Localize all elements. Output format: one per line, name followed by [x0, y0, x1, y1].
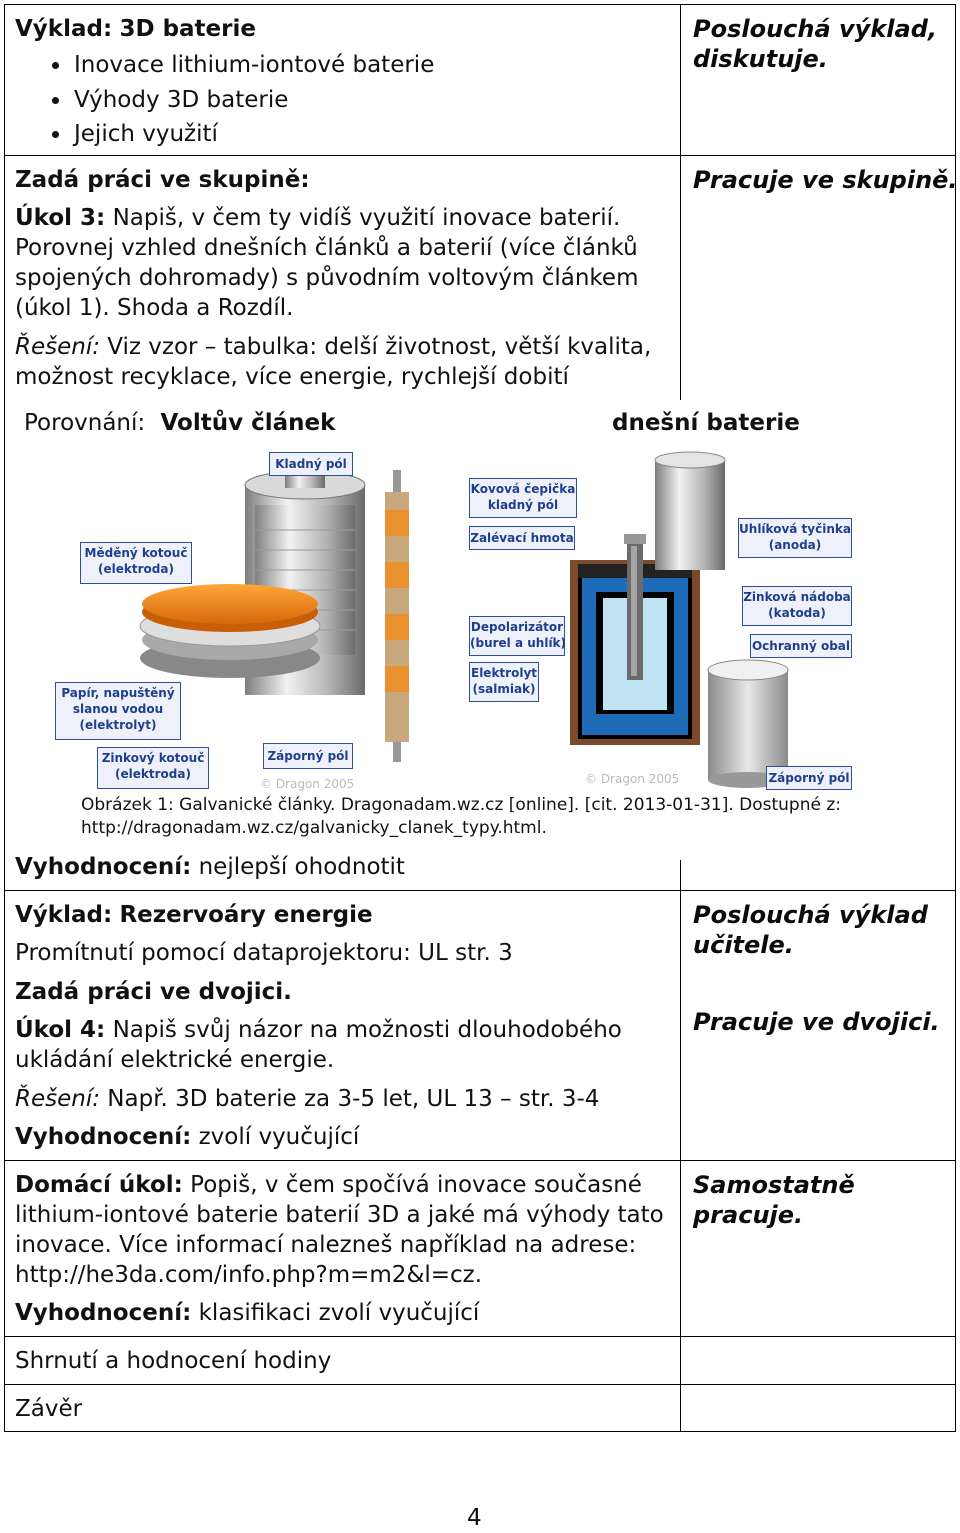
label-zinkovy-kotouc: Zinkový kotouč (elektroda): [97, 747, 209, 789]
evaluation-row4: [15, 1298, 479, 1328]
summary-row: Shrnutí a hodnocení hodiny: [15, 1348, 332, 1374]
row-divider-2: [4, 890, 956, 891]
solution3-line2: možnost recyklace, více energie, rychlejší dobití: [15, 364, 569, 390]
label-zalevaci-hmota: Zalévací hmota: [469, 526, 575, 550]
list-item: • Výhody 3D baterie: [72, 83, 434, 118]
label-kladny-pol: Kladný pól: [269, 452, 353, 476]
label-depolarizator: Depolarizátor (burel a uhlík): [469, 616, 565, 656]
list-item: • Inovace lithium-iontové baterie: [72, 48, 434, 83]
table-border-right: [955, 4, 956, 1432]
student-activity-3a: Poslouchá výklad: [693, 901, 928, 929]
eval-label: Vyhodnocení:: [15, 854, 192, 880]
solution-label: Řešení:: [15, 1086, 100, 1112]
battery-photo-top: [655, 452, 725, 570]
eval-label: Vyhodnocení:: [15, 1300, 192, 1326]
task3-line1: [15, 203, 620, 233]
label-zaporny-pol-left: Záporný pól: [263, 743, 353, 769]
student-activity-3b: učitele.: [693, 931, 794, 959]
label-papir: Papír, napuštěný slanou vodou (elektrolyt): [55, 682, 181, 740]
figure-caption-line1: Obrázek 1: Galvanické články. Dragonadam.wz.cz [online]. [cit. 2013-01-31]. Dostupné z:: [81, 795, 842, 815]
label-uhlikova-tycinka: Uhlíková tyčinka (anoda): [738, 518, 852, 558]
evaluation-row3: [15, 1122, 359, 1152]
table-border-top: [4, 4, 956, 5]
row-divider-4: [4, 1336, 956, 1337]
label-ochranny-obal: Ochranný obal: [750, 634, 852, 658]
task3-line4: (úkol 1). Shoda a Rozdíl.: [15, 295, 294, 321]
eval-text: klasifikaci zvolí vyučující: [198, 1300, 480, 1326]
task3-line3: spojených dohromady) s původním voltovým článkem: [15, 265, 639, 291]
heading-text: Rezervoáry energie: [119, 902, 373, 928]
solution-text: Např. 3D baterie za 3-5 let, UL 13 – str. 3-4: [107, 1086, 600, 1112]
task-label: Úkol 3:: [15, 205, 106, 231]
solution4: [15, 1084, 599, 1114]
homework-label: Domácí úkol:: [15, 1172, 183, 1198]
label-elektrolyt: Elektrolyt (salmiak): [469, 662, 539, 702]
student-activity-4b: pracuje.: [693, 1201, 804, 1229]
label-zinkova-nadoba: Zinková nádoba (katoda): [742, 586, 852, 626]
solution-text: Viz vzor – tabulka: delší životnost, větší kvalita,: [107, 334, 652, 360]
heading-label: Výklad:: [15, 16, 113, 42]
page-number: 4: [467, 1505, 482, 1531]
compare-label: Porovnání:: [24, 410, 146, 436]
projection-text: Promítnutí pomocí dataprojektoru: UL str. 3: [15, 940, 513, 966]
list-item: • Jejich využití: [72, 117, 434, 152]
homework-line1: [15, 1170, 642, 1200]
task-label: Úkol 4:: [15, 1017, 106, 1043]
label-kovova-cepicka: Kovová čepička kladný pól: [469, 478, 577, 518]
student-activity-2: Pracuje ve skupině.: [693, 166, 958, 194]
task-text: Napiš, v čem ty vidíš využití inovace baterií.: [112, 205, 621, 231]
table-border-bottom: [4, 1431, 956, 1432]
heading-label: Výklad:: [15, 902, 113, 928]
comparison-row: [24, 408, 335, 438]
layered-column: [385, 470, 409, 762]
student-activity-3c: Pracuje ve dvojici.: [693, 1008, 940, 1036]
eval-text: nejlepší ohodnotit: [198, 854, 405, 880]
evaluation-row2: [15, 852, 405, 882]
eval-text: zvolí vyučující: [198, 1124, 360, 1150]
task4-line1: [15, 1015, 622, 1045]
homework-text: Popiš, v čem spočívá inovace současné: [190, 1172, 642, 1198]
task-text: Napiš svůj názor na možnosti dlouhodobého: [112, 1017, 622, 1043]
task4-line2: ukládání elektrické energie.: [15, 1047, 335, 1073]
solution3-line1: [15, 332, 651, 362]
task3-line2: Porovnej vzhled dnešních článků a baterií (více článků: [15, 235, 638, 261]
student-activity-4a: Samostatně: [693, 1171, 855, 1199]
group-work-heading: Zadá práci ve skupině:: [15, 167, 310, 193]
label-medeny-kotouc: Měděný kotouč (elektroda): [80, 542, 192, 584]
row-divider-3: [4, 1160, 956, 1161]
lecture-heading-3d: [15, 14, 256, 44]
watermark-right: © Dragon 2005: [585, 772, 680, 786]
lecture-heading-reservoirs: [15, 900, 373, 930]
row-divider-5: [4, 1384, 956, 1385]
column-divider-lower: [680, 860, 681, 1432]
student-activity-1: Poslouchá výklad, diskutuje.: [693, 15, 937, 73]
table-border-left: [4, 4, 5, 1432]
compare-right: dnešní baterie: [612, 410, 800, 436]
compare-left: Voltův článek: [160, 410, 336, 436]
row-divider-1: [4, 155, 956, 156]
watermark-left: © Dragon 2005: [260, 777, 355, 791]
heading-text: 3D baterie: [119, 16, 256, 42]
pair-work-heading: Zadá práci ve dvojici.: [15, 979, 292, 1005]
homework-line2: lithium-iontové baterie baterií 3D a jaké má výhody tato: [15, 1202, 664, 1228]
solution-label: Řešení:: [15, 334, 100, 360]
column-divider-upper: [680, 4, 681, 400]
label-zaporny-pol-right: Záporný pól: [766, 766, 852, 790]
eval-label: Vyhodnocení:: [15, 1124, 192, 1150]
homework-line3: inovace. Více informací nalezneš například na adrese:: [15, 1232, 637, 1258]
homework-link[interactable]: http://he3da.com/info.php?m=m2&l=cz.: [15, 1262, 483, 1288]
figure-caption-line2: http://dragonadam.wz.cz/galvanicky_clanek_typy.html.: [81, 818, 547, 838]
conclusion-row: Závěr: [15, 1396, 83, 1422]
topic-list: [32, 48, 434, 152]
